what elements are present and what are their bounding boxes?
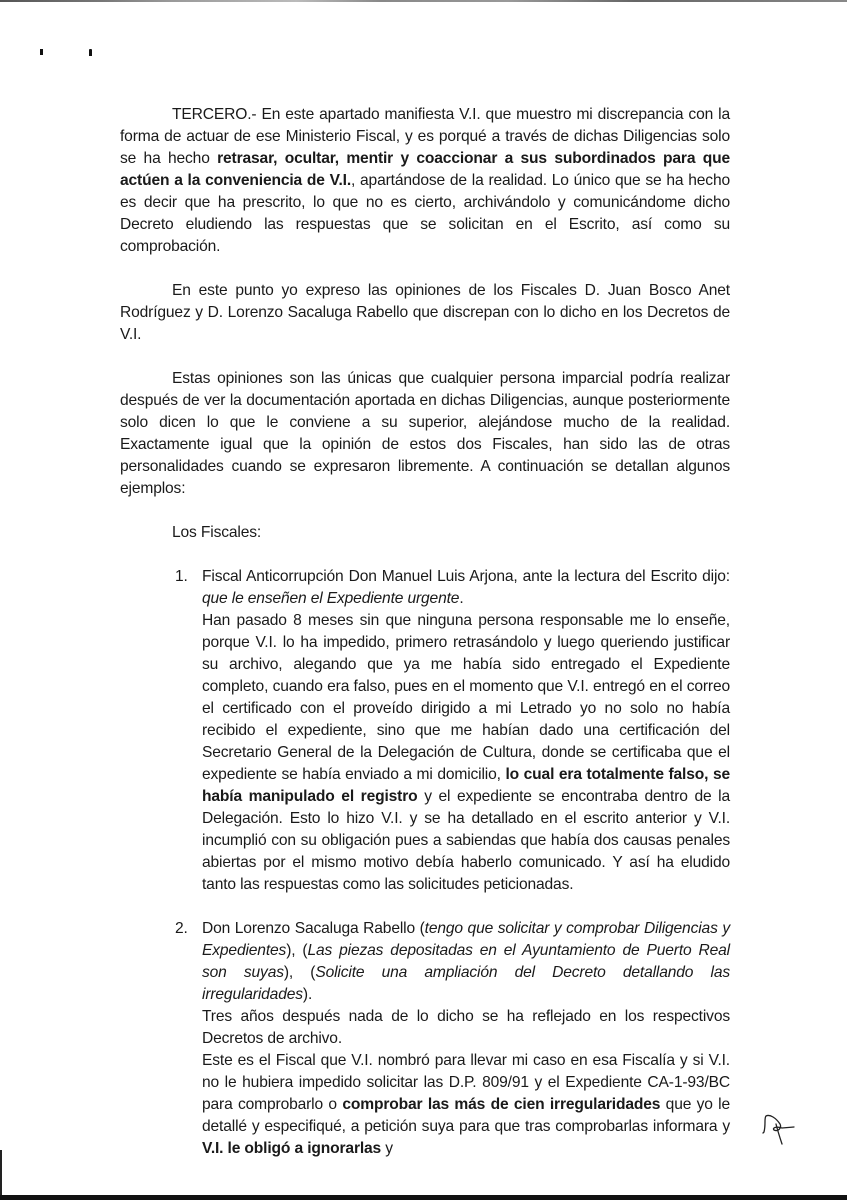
text-run: Tres años después nada de lo dicho se ha reflejado en los respectivos Decretos de archivo. (202, 1008, 730, 1047)
text-run: En este punto yo expreso las opiniones de los Fiscales D. Juan Bosco Anet Rodríguez y D. Lorenzo Sacaluga Rabello que discrepan con lo dicho en los Decretos de V.I. (120, 282, 730, 343)
text-run: ). (302, 986, 313, 1003)
text-run: Han pasado 8 meses sin que ninguna persona responsable me lo enseñe, porque V.I. lo ha impedido, primero retrasándolo y luego queriendo justificar su archivo, alegando que ya me había sido entregado el Expediente completo, cuando era falso, pues en el momento que V.I. entregó en el correo el certificado con el proveído dirigido a mi Letrado yo no solo no había recibido el expediente, sino que me habían dado una certificación del Secretario General de la Delegación de Cultura, donde se certificaba que el expediente se había enviado a mi domicilio, (202, 612, 730, 783)
list-item-1 (120, 566, 730, 896)
text-run: ), ( (283, 964, 316, 981)
list-item-number: 1. (175, 568, 188, 585)
bold-text: comprobar las más de cien irregularidades (342, 1096, 661, 1113)
text-run: . (459, 590, 464, 607)
scan-edge-bottom (0, 1195, 847, 1200)
list-item-text (202, 1006, 730, 1050)
text-run: , apartándose de la realidad. Lo único que se ha hecho es decir que ha prescrito, lo que no es cierto, archivándolo y comunicándome dicho Decreto eludiendo las respuestas que se solicitan en el Escrito, así como su comprobación. (120, 172, 730, 255)
text-run: ), ( (286, 942, 308, 959)
text-run: TERCERO.- En este apartado manifiesta V.I. que muestro mi discrepancia con la forma de actuar de ese Ministerio Fiscal, y es porqué a través de dichas Diligencias solo se ha hecho (120, 106, 730, 167)
punch-mark-icon (89, 49, 92, 56)
text-run: Don Lorenzo Sacaluga Rabello ( (202, 920, 425, 937)
bold-text: retrasar, ocultar, mentir y coaccionar a sus subordinados para que actúen a la conveniencia de V.I. (120, 150, 730, 189)
scan-edge-top (0, 0, 847, 2)
paragraph-estas-opiniones (120, 368, 730, 500)
italic-text: Solicite una ampliación del Decreto detallando las irregularidades (202, 964, 731, 1003)
document-page (120, 104, 730, 1160)
list-heading: Los Fiscales: (172, 524, 262, 541)
punch-mark-icon (40, 49, 43, 55)
list-item-text (202, 1050, 730, 1160)
list-item-text (202, 918, 730, 1006)
italic-text: Las piezas depositadas en el Ayuntamiento de Puerto Real son suyas (202, 942, 730, 981)
bold-text: lo cual era totalmente falso, se había manipulado el registro (202, 766, 731, 805)
list-item-text (202, 566, 730, 610)
list-item-number: 2. (175, 920, 188, 937)
text-run: Este es el Fiscal que V.I. nombró para llevar mi caso en esa Fiscalía y si V.I. no le hubiera impedido solicitar las D.P. 809/91 y el Expediente CA-1-93/BC para comprobarlo o (202, 1052, 730, 1113)
text-run: Fiscal Anticorrupción Don Manuel Luis Arjona, ante la lectura del Escrito dijo: (202, 568, 730, 585)
fiscales-list (120, 566, 730, 1160)
italic-text: tengo que solicitar y comprobar Diligencias y Expedientes (202, 920, 730, 959)
paragraph-tercero (120, 104, 730, 258)
italic-text: que le enseñen el Expediente urgente (202, 590, 460, 607)
list-item-2 (120, 918, 730, 1160)
text-run: y (381, 1140, 393, 1157)
bold-text: V.I. le obligó a ignorarlas (202, 1140, 382, 1157)
text-run: que yo le detallé y especifiqué, a petición suya para que tras comprobarlas informara y (202, 1096, 731, 1135)
signature-icon (760, 1110, 810, 1150)
paragraph-opiniones-fiscales (120, 280, 730, 346)
text-run: Estas opiniones son las únicas que cualquier persona imparcial podría realizar después de ver la documentación aportada en dichas Diligencias, aunque posteriormente solo dicen lo que le conviene a su superior, alejándose mucho de la realidad. Exactamente igual que la opinión de estos dos Fiscales, han sido las de otras personalidades cuando se expresaron libremente. A continuación se detallan algunos ejemplos: (120, 370, 730, 497)
text-run: y el expediente se encontraba dentro de la Delegación. Esto lo hizo V.I. y se ha detallado en el escrito anterior y V.I. incumplió con su obligación pues a sabiendas que había dos causas penales abiertas por el mismo motivo debía haberlo comunicado. Y así ha eludido tanto las respuestas como las solicitudes peticionadas. (202, 788, 730, 893)
scan-edge-left (0, 1150, 2, 1200)
list-item-text (202, 610, 730, 896)
